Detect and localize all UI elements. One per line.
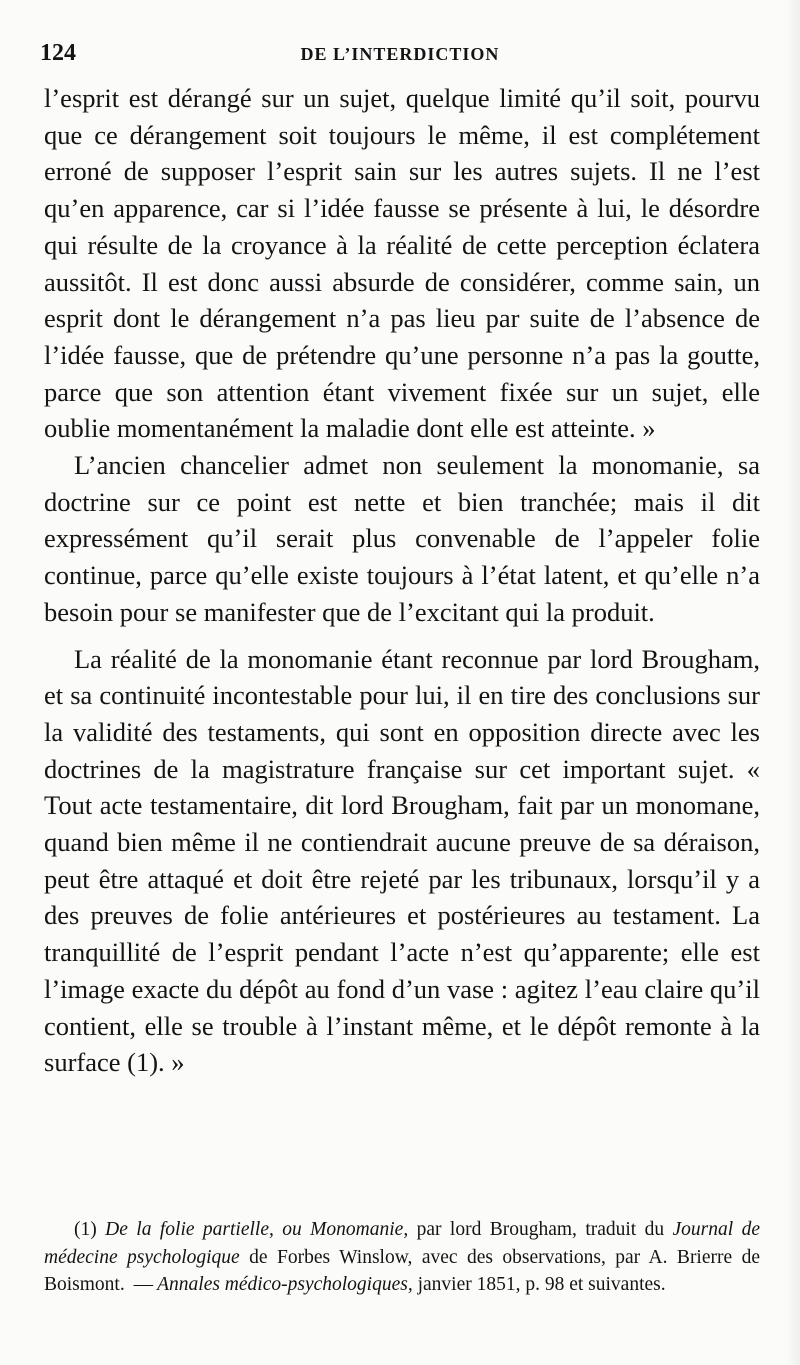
footnote-title: De la folie partielle, ou Monomanie,: [105, 1219, 409, 1240]
paragraph-spacer: [44, 631, 760, 641]
footnote-text-1: par lord Brougham, traduit du: [416, 1219, 665, 1240]
paragraph-3: La réalité de la monomanie étant reconnue par lord Brougham, et sa continuité incontestable pour lui, il en tire des conclusions sur la validité des testaments, qui sont en opposition directe avec les doctrines de la magistrature française sur cet important sujet. « Tout acte testamentaire, dit lord Brougham, fait par un monomane, quand bien même il ne contiendrait aucune preuve de sa déraison, peut être attaqué et doit être rejeté par les tribunaux, lorsqu’il y a des preuves de folie antérieures et postérieures au testament. La tranquillité de l’esprit pendant l’acte n’est qu’apparente; elle est l’image exacte du dépôt au fond d’un vase : agitez l’eau claire qu’il contient, elle se trouble à l’instant même, et le dépôt remonte à la surface (1). »: [44, 643, 760, 1078]
paragraph-1: l’esprit est dérangé sur un sujet, quelque limité qu’il soit, pourvu que ce dérangement soit toujours le même, il est complétement erroné de supposer l’esprit sain sur les autres sujets. Il ne l’est qu’en apparence, car si l’idée fausse se présente à lui, le désordre qui résulte de la croyance à la réalité de cette perception éclatera aussitôt. Il est donc aussi absurde de considérer, comme sain, un esprit dont le dérangement n’a pas lieu par suite de l’absence de l’idée fausse, que de prétendre qu’une personne n’a pas la goutte, parce que son attention étant vivement fixée sur un sujet, elle oublie momentanément la maladie dont elle est atteinte. »: [44, 83, 760, 444]
running-head: DE L’INTERDICTION: [300, 44, 500, 64]
paragraph-2: L’ancien chancelier admet non seulement la monomanie, sa doctrine sur ce point est nette et bien tranchée; mais il dit expressément qu’il serait plus convenable de l’appeler folie continue, parce qu’elle existe toujours à l’état latent, et qu’elle n’a besoin pour se manifester que de l’excitant qui la produit.: [44, 450, 760, 627]
footnote-text-3: janvier 1851, p. 98 et suivantes.: [417, 1274, 666, 1295]
footnote-marker: (1): [74, 1219, 97, 1240]
page-header: [40, 40, 760, 70]
scan-edge-shadow: [786, 0, 800, 1365]
footnote-dash: —: [133, 1274, 154, 1295]
page-number: 124: [40, 40, 76, 66]
footnote-annales: Annales médico-psychologiques,: [157, 1274, 413, 1295]
footnote-text-2: de Forbes Winslow, avec des observations, par A. Brierre de Boismont.: [44, 1246, 760, 1295]
body-text: [44, 80, 760, 1081]
footnote-journal: Journal de médecine psychologique: [44, 1219, 760, 1268]
footnote: [44, 1216, 760, 1299]
